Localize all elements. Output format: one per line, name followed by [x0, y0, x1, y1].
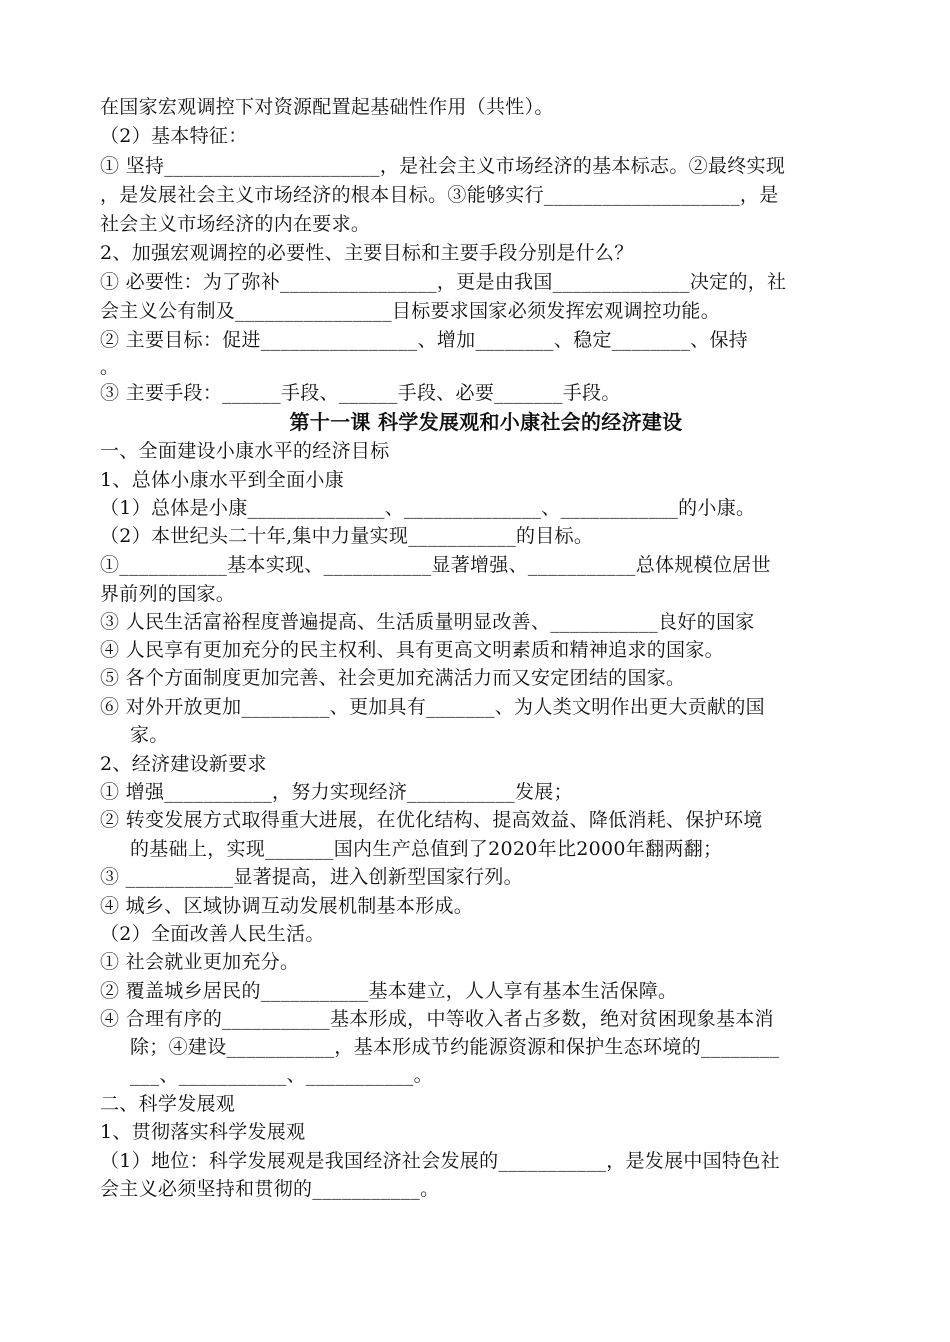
list-item: ② 覆盖城乡居民的___________基本建立，人人享有基本生活保障。 — [100, 980, 678, 1002]
text-line: ，是发展社会主义市场经济的根本目标。③能够实行____________________，是 — [100, 184, 779, 206]
text-line: ① 坚持______________________，是社会主义市场经济的基本标志。②最终实现 — [100, 155, 786, 177]
list-item: ② 转变发展方式取得重大进展，在优化结构、提高效益、降低消耗、保护环境 — [100, 809, 763, 831]
text-line: 会主义必须坚持和贯彻的___________。 — [100, 1178, 440, 1200]
text-line: 界前列的国家。 — [100, 583, 236, 605]
text-line: （2）本世纪头二十年,集中力量实现___________的目标。 — [100, 525, 594, 547]
section-heading: 二、科学发展观 — [100, 1093, 236, 1115]
text-line: ③ 主要手段：______手段、______手段、必要_______手段。 — [100, 382, 621, 404]
list-item-continued: 除；④建设___________，基本形成节约能源资源和保护生态环境的________ — [130, 1036, 780, 1058]
section-heading: 一、全面建设小康水平的经济目标 — [100, 440, 390, 462]
text-line: ② 主要目标：促进________________、增加________、稳定________、保持 — [100, 329, 749, 351]
text-line: （2）基本特征： — [100, 125, 248, 147]
list-item: ③ 人民生活富裕程度普遍提高、生活质量明显改善、___________良好的国家 — [100, 611, 755, 633]
text-line: （1）总体是小康______________、______________、____________的小康。 — [100, 497, 756, 519]
list-item: ④ 城乡、区域协调互动发展机制基本形成。 — [100, 895, 474, 917]
text-line: 会主义公有制及________________目标要求国家必须发挥宏观调控功能。 — [100, 300, 721, 322]
lesson-title: 第十一课 科学发展观和小康社会的经济建设 — [289, 410, 683, 434]
list-item: ⑥ 对外开放更加_________、更加具有_______、为人类文明作出更大贡献的国 — [100, 696, 765, 718]
text-line: ①___________基本实现、___________显著增强、___________总体规模位居世 — [100, 554, 771, 576]
question-heading: 2、加强宏观调控的必要性、主要目标和主要手段分别是什么？ — [100, 242, 634, 264]
list-item: ① 增强___________，努力实现经济___________发展； — [100, 781, 573, 803]
text-line: （2）全面改善人民生活。 — [100, 923, 325, 945]
subsection-heading: 1、贯彻落实科学发展观 — [100, 1121, 306, 1143]
subsection-heading: 1、总体小康水平到全面小康 — [100, 469, 344, 491]
subsection-heading: 2、经济建设新要求 — [100, 753, 267, 775]
list-item: ③ ___________显著提高，进入创新型国家行列。 — [100, 866, 523, 888]
list-item-continued: 家。 — [130, 724, 169, 746]
text-line: 。 — [100, 356, 120, 378]
text-line: 在国家宏观调控下对资源配置起基础性作用（共性）。 — [100, 96, 554, 118]
list-item: ⑤ 各个方面制度更加完善、社会更加充满活力而又安定团结的国家。 — [100, 667, 686, 689]
list-item-continued: ___、___________、___________。 — [130, 1064, 433, 1086]
list-item: ④ 合理有序的___________基本形成，中等收入者占多数，绝对贫困现象基本消 — [100, 1008, 774, 1030]
text-line: （1）地位：科学发展观是我国经济社会发展的___________，是发展中国特色社 — [100, 1150, 780, 1172]
list-item: ④ 人民享有更加充分的民主权利、具有更高文明素质和精神追求的国家。 — [100, 639, 724, 661]
list-item: ① 社会就业更加充分。 — [100, 951, 300, 973]
text-line: ① 必要性：为了弥补________________，更是由我国______________决定的，社 — [100, 271, 787, 293]
list-item-continued: 的基础上，实现_______国内生产总值到了2020年比2000年翻两翻； — [130, 838, 723, 860]
text-line: 社会主义市场经济的内在要求。 — [100, 213, 371, 235]
